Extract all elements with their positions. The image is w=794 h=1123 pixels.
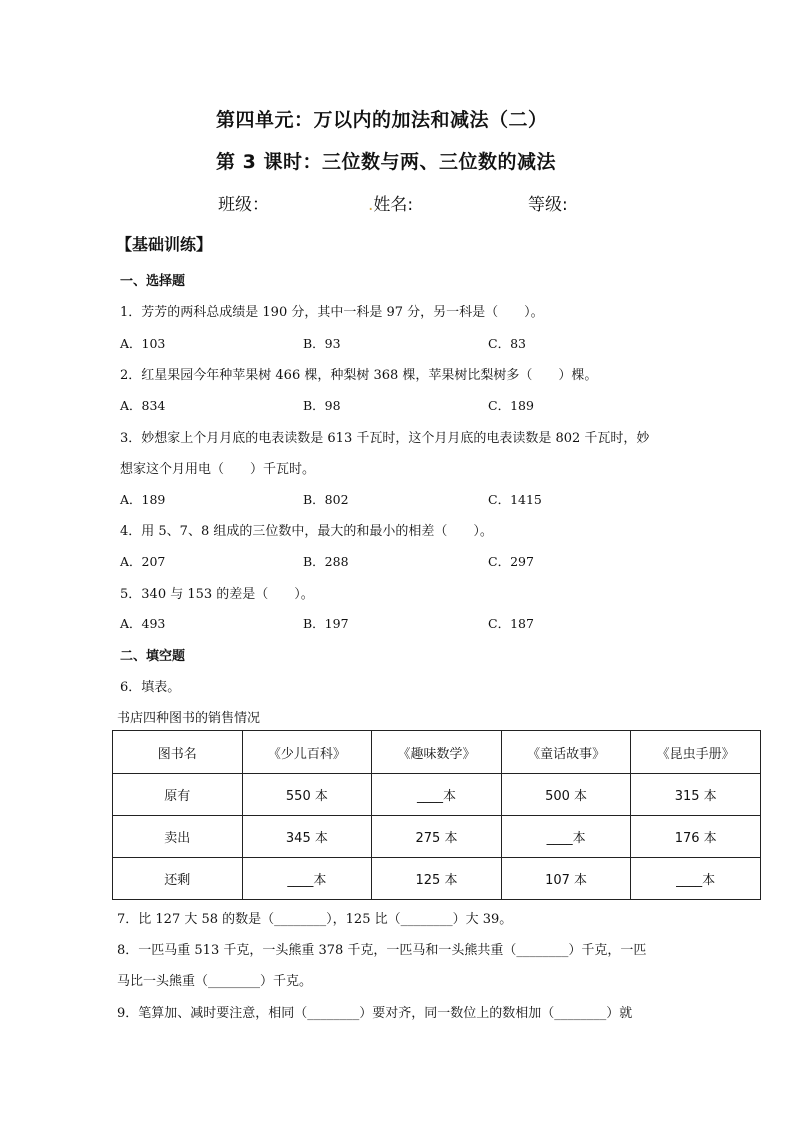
table-header-cell: 《昆虫手册》 (631, 731, 761, 774)
table-row (113, 774, 761, 816)
grade-label: 等级: (528, 195, 568, 215)
table-cell: ____本 (372, 774, 502, 816)
table-header-cell: 《趣味数学》 (372, 731, 502, 774)
q4-option-c: C．297 (488, 554, 534, 569)
table-cell: 还剩 (113, 858, 243, 900)
q2-option-c: C．189 (488, 398, 534, 413)
table-row (113, 816, 761, 858)
table-cell: ____本 (242, 858, 372, 900)
q2-option-a: A．834 (120, 398, 166, 413)
table-header-row (113, 731, 761, 774)
table-cell: 275 本 (372, 816, 502, 858)
q3-option-b: B．802 (303, 492, 349, 507)
table-cell: 107 本 (501, 858, 631, 900)
table-header-cell: 图书名 (113, 731, 243, 774)
q1-option-c: C．83 (488, 336, 526, 351)
q2-option-b: B．98 (303, 398, 341, 413)
question-8-line-2: 马比一头熊重（________）千克。 (117, 974, 313, 989)
section-basic-training: 【基础训练】 (116, 235, 213, 254)
q1-option-a: A．103 (120, 336, 166, 351)
table-cell: 125 本 (372, 858, 502, 900)
question-4: 4．用 5、7、8 组成的三位数中，最大的和最小的相差（ ）。 (120, 524, 493, 539)
part-fill-title: 二、填空题 (120, 649, 186, 664)
q3-option-a: A．189 (120, 492, 166, 507)
table-cell: ____本 (501, 816, 631, 858)
table-cell: 500 本 (501, 774, 631, 816)
q4-option-a: A．207 (120, 554, 166, 569)
question-9: 9．笔算加、减时要注意，相同（________）要对齐，同一数位上的数相加（________）就 (117, 1006, 633, 1021)
table-row (113, 858, 761, 900)
lesson-title: 第 3 课时：三位数与两、三位数的减法 (216, 151, 556, 173)
table-cell: ____本 (631, 858, 761, 900)
question-6: 6．填表。 (120, 680, 181, 695)
q5-option-b: B．197 (303, 616, 349, 631)
table-cell: 原有 (113, 774, 243, 816)
table-header-cell: 《少儿百科》 (242, 731, 372, 774)
class-label: 班级： (218, 195, 269, 215)
q3-option-c: C．1415 (488, 492, 542, 507)
table-cell: 315 本 (631, 774, 761, 816)
table-cell: 卖出 (113, 816, 243, 858)
question-3-line-1: 3．妙想家上个月月底的电表读数是 613 千瓦时，这个月月底的电表读数是 802 千瓦时，妙 (120, 431, 650, 446)
table-cell: 550 本 (242, 774, 372, 816)
q4-option-b: B．288 (303, 554, 349, 569)
table-header-cell: 《童话故事》 (501, 731, 631, 774)
part-choice-title: 一、选择题 (120, 274, 186, 289)
question-7: 7．比 127 大 58 的数是（________），125 比（________）大 39。 (117, 912, 513, 927)
q5-option-a: A．493 (120, 616, 166, 631)
sales-table (112, 730, 761, 900)
q5-option-c: C．187 (488, 616, 534, 631)
unit-title: 第四单元：万以内的加法和减法（二） (216, 109, 548, 131)
question-8-line-1: 8．一匹马重 513 千克，一头熊重 378 千克，一匹马和一头熊共重（________）千克，一匹 (117, 943, 647, 958)
question-5: 5．340 与 153 的差是（ ）。 (120, 587, 314, 602)
name-field: .姓名: (368, 195, 414, 215)
name-label: 姓名: (373, 195, 414, 215)
question-3-line-2: 想家这个月用电（ ）千瓦时。 (120, 462, 316, 477)
question-2: 2．红星果园今年种苹果树 466 棵，种梨树 368 棵，苹果树比梨树多（ ）棵。 (120, 368, 598, 383)
table-cell: 176 本 (631, 816, 761, 858)
question-1: 1．芳芳的两科总成绩是 190 分，其中一科是 97 分，另一科是（ ）。 (120, 305, 544, 320)
q1-option-b: B．93 (303, 336, 341, 351)
table-cell: 345 本 (242, 816, 372, 858)
table-caption: 书店四种图书的销售情况 (117, 711, 261, 726)
